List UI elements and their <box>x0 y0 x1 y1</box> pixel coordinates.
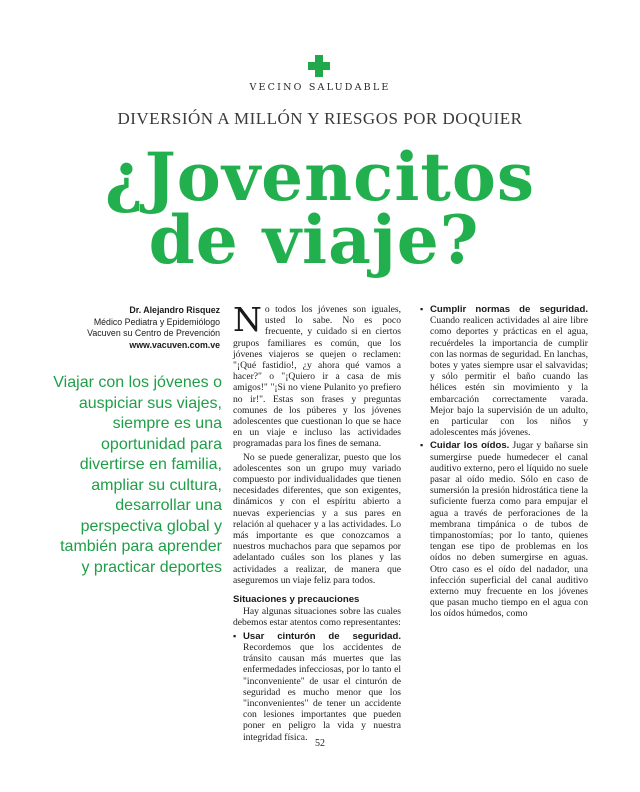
body-column-2 <box>420 304 588 622</box>
drop-cap: N <box>233 300 262 339</box>
body-paragraph-1: No todos los jóvenes son iguales, usted lo sabe. No es poco frecuente, y cuidado si en ciertos grupos familiares es común, que los jóvenes viajeros se quejen o reclamen: "¡Qué fastidio!, ¿y ahora qué vamos a hacer?" o "¡Quiero ir a casa de mis amigos!" "¡Si no viene Pulanito yo prefiero no ir!". Estas son frases y preguntas comunes de los púberes y los jóvenes adolescentes que cuestionan lo que se hace en un viaje e incluso las actividades programadas para los fines de semana. <box>233 300 401 450</box>
author-website: www.vacuven.com.ve <box>129 339 220 350</box>
author-name: Dr. Alejandro Risquez <box>129 305 220 315</box>
section-label: VECINO SALUDABLE <box>249 82 391 93</box>
subheading: Situaciones y precauciones <box>233 594 360 606</box>
author-role: Médico Pediatra y Epidemiólogo <box>93 316 220 327</box>
bullet-item-safety-rules: ▪ Cumplir normas de seguridad. Cuando realicen actividades al aire libre como deportes y prácticas en el agua, recuérdeles la importancia de cumplir con las normas de seguridad. En lanchas, botes y yates siempre usar el salvavidas; y sólo permitir el baño cuando las hélices estén sin movimiento y la embarcación correctamente varada. Mejor bajo la supervisión de un adulto, en particular con los niños y adolescentes más jóvenes. <box>420 304 588 438</box>
body-paragraph-3: Hay algunas situaciones sobre las cuales debemos estar atentos como representantes: <box>233 606 401 629</box>
body-column-1 <box>233 300 401 745</box>
author-affiliation: Vacuven su Centro de Prevención <box>87 328 220 338</box>
article-title-line-2: de viaje? <box>148 201 480 279</box>
article-title-line-1: ¿Jovencitos <box>104 138 536 216</box>
article-kicker: DIVERSIÓN A MILLÓN Y RIESGOS POR DOQUIER <box>117 109 523 128</box>
pull-quote: Viajar con los jóvenes o auspiciar sus viajes, siempre es una oportunidad para divertirse en familia, ampliar su cultura, desarrollar una perspectiva global y también para aprender y practicar deportes <box>53 374 222 576</box>
bullet-item-ear-care: ▪ Cuidar los oídos. Jugar y bañarse sin sumergirse puede humedecer el canal auditivo externo, pero el líquido no suele pasar al oído medio. Sólo en caso de sumersión la presión hidrostática tiene la suficiente fuerza como para empujar el agua a través de perforaciones de la membrana timpánica o de tubos de timpanostomías; por lo tanto, quienes tengan ese tipo de problemas en los oídos no deben sumergirse en aguas. Otro caso es el oído del nadador, una infección superficial del canal auditivo externo muy frecuente en los jóvenes que pasan mucho tiempo en el agua con los oídos húmedos, como <box>420 440 588 619</box>
green-cross-icon <box>308 55 330 77</box>
author-byline <box>60 305 220 351</box>
body-paragraph-2: No se puede generalizar, puesto que los adolescentes son un grupo muy variado compuesto por individualidades que tienen necesidades diferentes, que son exigentes, dinámicos y con el espíritu abierto a nuevas experiencias y a sus pares en relación al quehacer y a las actividades. Lo más importante es que conozcamos a nuestros muchachos para que sepamos por adelantado cuáles son los planes y las actividades a realizar, de manera que aseguremos un viaje feliz para todos. <box>233 451 401 586</box>
page-number: 52 <box>315 738 325 749</box>
bullet-item-seatbelt: ▪ Usar cinturón de seguridad. Recordemos que los accidentes de tránsito causan más muertes que las enfermedades infecciosas, por lo tanto el "inconveniente" de usar el cinturón de seguridad es mucho menor que los "inconvenientes" de tener un accidente con lesiones importantes que pueden poner en peligro la vida y nuestra integridad física. <box>233 631 401 743</box>
